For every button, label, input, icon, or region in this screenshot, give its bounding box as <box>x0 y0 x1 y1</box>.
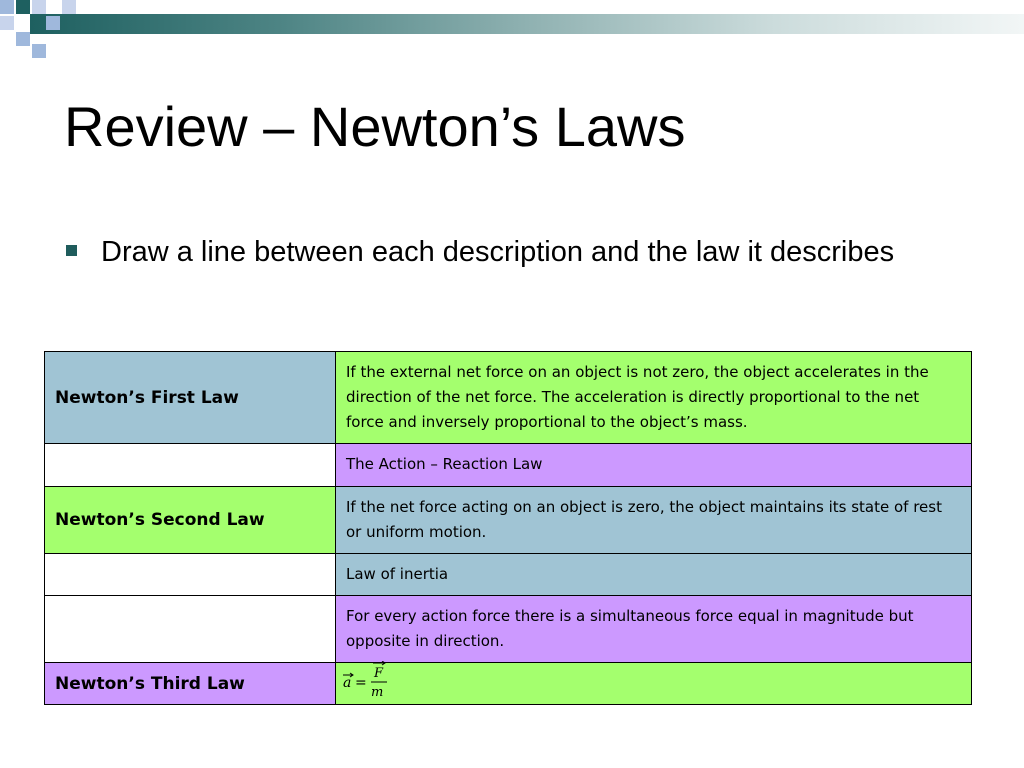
bullet-item <box>66 232 926 272</box>
decor-square <box>0 0 14 14</box>
formula-numerator: F <box>374 666 384 681</box>
table-row <box>45 444 972 487</box>
bullet-text: Draw a line between each description and the law it describes <box>101 236 895 268</box>
description-cell: If the external net force on an object is not zero, the object accelerates in the direction of the net force. The acceleration is directly proportional to the net force and inversely proportional to the object’s mass. <box>336 352 972 444</box>
header-gradient-band <box>30 14 1024 34</box>
decor-square <box>16 0 30 14</box>
table-row <box>45 352 972 444</box>
table-row <box>45 596 972 663</box>
description-cell: The Action – Reaction Law <box>336 444 972 487</box>
decor-square <box>46 16 60 30</box>
law-name-cell <box>45 554 336 596</box>
law-name-cell: Newton’s Third Law <box>45 663 336 705</box>
description-cell: Law of inertia <box>336 554 972 596</box>
table-row <box>45 663 972 705</box>
law-name-cell: Newton’s Second Law <box>45 487 336 554</box>
laws-matching-table <box>44 351 972 705</box>
decor-square <box>32 0 46 14</box>
decor-square <box>16 32 30 46</box>
table-row <box>45 487 972 554</box>
description-cell: For every action force there is a simultaneous force equal in magnitude but opposite in direction. <box>336 596 972 663</box>
law-name-cell <box>45 596 336 663</box>
table-row <box>45 554 972 596</box>
law-name-cell <box>45 444 336 487</box>
decor-square <box>62 0 76 14</box>
formula-cell <box>336 663 972 705</box>
formula-equation <box>340 661 392 699</box>
formula-equals: = <box>355 675 367 691</box>
description-cell: If the net force acting on an object is zero, the object maintains its state of rest or uniform motion. <box>336 487 972 554</box>
formula-denominator: m <box>371 685 384 699</box>
square-bullet-icon <box>66 245 77 256</box>
slide-title: Review – Newton’s Laws <box>64 95 686 158</box>
formula-lhs: a <box>343 675 352 691</box>
decor-square <box>0 16 14 30</box>
decor-square <box>32 44 46 58</box>
law-name-cell: Newton’s First Law <box>45 352 336 444</box>
